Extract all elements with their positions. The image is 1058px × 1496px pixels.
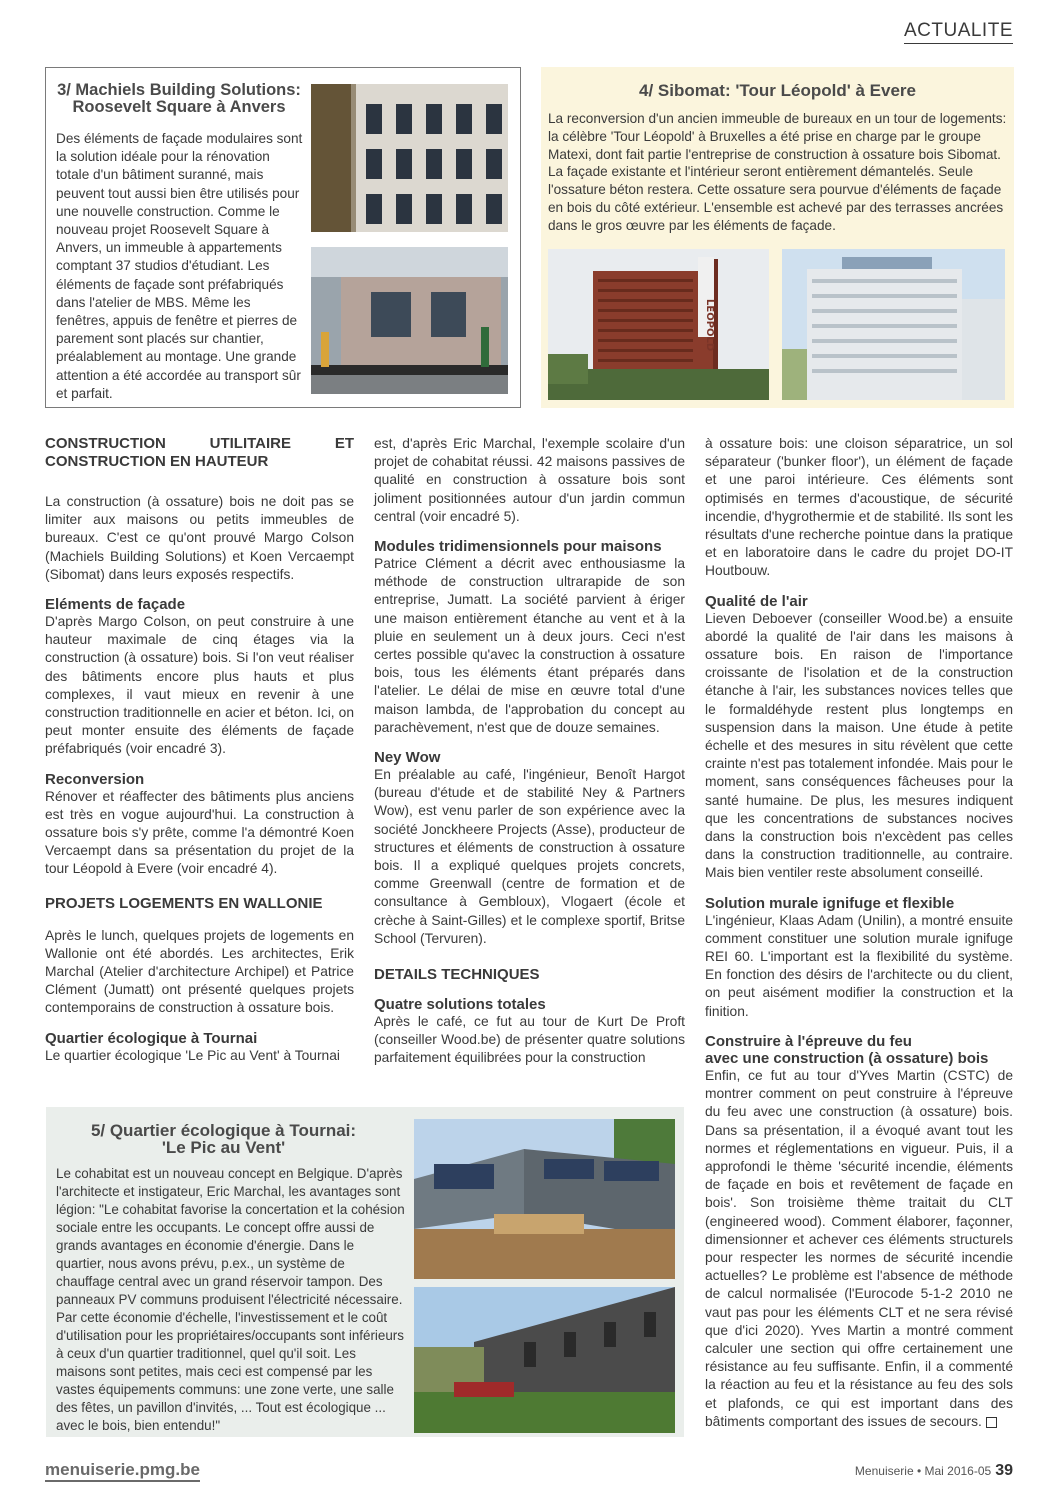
box5-title bbox=[46, 1122, 401, 1156]
paragraph-projets: Après le lunch, quelques projets de logements en Wallonie ont été abordés. Les architectes, Erik Marchal (Atelier d'architecture Archipel) et Patrice Clément (Jumatt) ont présenté quelques projets contemporains de construction à ossature bois. bbox=[45, 927, 354, 1016]
sidebar-box-4 bbox=[541, 67, 1014, 408]
heading-details: DETAILS TECHNIQUES bbox=[374, 966, 540, 984]
column-1 bbox=[45, 435, 354, 1077]
box4-title: 4/ Sibomat: 'Tour Léopold' à Evere bbox=[639, 81, 916, 100]
heading-feu-line1: Construire à l'épreuve du feu bbox=[705, 1032, 912, 1050]
paragraph-reconversion: Rénover et réaffecter des bâtiments plus anciens est très en vogue aujourd'hui. La construction à ossature bois s'y prête, comme l'a démontré Koen Vercaempt dans sa présentation du projet de la tour Léopold à Evere (voir encadré 4). bbox=[45, 788, 354, 877]
heading-projets: PROJETS LOGEMENTS EN WALLONIE bbox=[45, 894, 323, 912]
heading-solution: Solution murale ignifuge et flexible bbox=[705, 894, 955, 912]
box5-text: Le cohabitat est un nouveau concept en Belgique. D'après l'architecte et instigateur, Eric Marchal, les avantages sont légion: "Le cohabitat favorise la concertation et la cohésion sociale entre les occupants. Le concept offre aussi de grands avantages en économie d'énergie. Dans le quartier, nous avons prévu, p.ex., un système de chauffage central avec un grand réservoir tampon. Des panneaux PV communs produisent l'électricité nécessaire. Par cette économie d'échelle, l'investissement et le coût d'utilisation pour les propriétaires/occupants sont inférieurs à ceux d'un quartier traditionnel, quel qu'il soit. Les maisons sont petites, mais ceci est compensé par les vastes équipements communs: une zone verte, une salle des fêtes, un pavillon d'invités, ... Tout est écologique ... avec le bois, bien entendu!" bbox=[56, 1166, 405, 1433]
column-2 bbox=[374, 435, 685, 1080]
paragraph-intro: La construction (à ossature) bois ne doit pas se limiter aux maisons ou petits immeubles de bureaux. C'est ce qu'ont prouvé Margo Colson (Machiels Building Solutions) et Koen Vercaempt (Sibomat) dans leurs exposés respectifs. bbox=[45, 494, 354, 582]
heading-air: Qualité de l'air bbox=[705, 592, 808, 610]
paragraph-col2-cont: est, d'après Eric Marchal, l'exemple scolaire d'un projet de cohabitat réussi. 42 maisons passives de qualité en construction à ossature bois sont joliment positionnées autour d'un jardin commun central (voir encadré 5). bbox=[374, 436, 685, 524]
box3-building-photo bbox=[311, 84, 508, 232]
box5-title-line1: 5/ Quartier écologique à Tournai: bbox=[90, 1121, 357, 1140]
paragraph-col3-cont: à ossature bois: une cloison séparatrice, un sol séparateur ('bunker floor'), un élément de façade et une paroi intérieure. Ces éléments sont optimisés en termes d'acoustique, de sécurité incendie, d'hygrothermie et de stabilité. Ils sont les résultats d'une recherche pointue dans la pratique et en laboratoire dans le cadre du projet DO-IT Houtbouw. bbox=[705, 436, 1013, 579]
box4-tower-photo bbox=[548, 249, 769, 400]
column-3 bbox=[705, 435, 1013, 1431]
footer-website-link[interactable]: menuiserie.pmg.be bbox=[45, 1460, 200, 1482]
paragraph-elements: D'après Margo Colson, on peut construire à une hauteur maximale de cinq étages via la construction (à ossature) bois. Si l'on veut réaliser des bâtiments encore plus hauts et plus complexes, il vaut mieux en revenir à une construction traditionnelle en acier et béton. Ici, on peut monter ensuite des éléments de façade préfabriqués (voir encadré 3). bbox=[45, 614, 354, 757]
box5-houses-photo bbox=[414, 1287, 675, 1433]
heading-reconversion: Reconversion bbox=[45, 770, 145, 788]
paragraph-quartier: Le quartier écologique 'Le Pic au Vent' à Tournai bbox=[45, 1047, 340, 1063]
sidebar-box-3 bbox=[45, 67, 521, 408]
footer-issue bbox=[855, 1462, 1013, 1480]
heading-elements: Eléments de façade bbox=[45, 596, 186, 614]
paragraph-air: Lieven Deboever (conseiller Wood.be) a ensuite abordé la qualité de l'air dans les maisons à ossature bois. En raison de l'importance croissante de l'isolation et de la construction étanche à l'air, les substances novices telles que le formaldéhyde restent plus longtemps en suspension dans la maison. Une étude à petite échelle et des mesures in situ révèlent que cette crainte n'est pas totalement infondée. Mais pour le moment, sans conséquences fâcheuses pour la santé humaine. De plus, les mesures indiquent que les concentrations de substances nocives dans la construction bois n'excèdent pas celles dans la construction traditionnelle, au contraire. Mais bien ventiler reste absolument conseillé. bbox=[705, 610, 1013, 881]
footer-issue-text: Menuiserie • Mai 2016-05 bbox=[854, 1464, 992, 1478]
paragraph-solution: L'ingénieur, Klaas Adam (Unilin), a montré ensuite comment constituer une solution murale ignifuge REI 60. L'important est la flexibilité du système. En fonction des désirs de l'architecte ou du client, on peut aisément modifier la construction et la finition. bbox=[705, 912, 1013, 1019]
box3-prefab-module-photo bbox=[311, 247, 508, 394]
paragraph-ney: En préalable au café, l'ingénieur, Benoît Hargot (bureau d'étude et de stabilité Ney & Partners Wow), est venu parler de son expérience avec la société Jonckheere Projects (Asse), producteur de structures et éléments de construction à ossature bois. Il a expliqué quelques projets concrets, comme Greenwall (centre de formation et de consultance à Gembloux), Vlogaert (école et crèche à Saint-Gilles) et le complexe sportif, Britse School (Tervuren). bbox=[374, 767, 685, 946]
box3-title-line1: 3/ Machiels Building Solutions: bbox=[57, 81, 301, 99]
section-label: ACTUALITE bbox=[904, 20, 1013, 44]
box3-title bbox=[50, 82, 308, 116]
heading-quartier: Quartier écologique à Tournai bbox=[45, 1029, 258, 1047]
paragraph-quatre: Après le café, ce fut au tour de Kurt De Proft (conseiller Wood.be) de présenter quatre solutions parfaitement équilibrées pour la construction bbox=[374, 1014, 685, 1066]
page-number: 39 bbox=[995, 1462, 1013, 1479]
heading-modules: Modules tridimensionnels pour maisons bbox=[374, 538, 662, 556]
paragraph-modules: Patrice Clément a décrit avec enthousiasme la méthode de construction ultrarapide de son entreprise, Jumatt. La société parvient à ériger une maison entièrement étanche au vent et à la pluie en seulement un à deux jours. Ceci n'est certes possible qu'avec la construction à ossature bois, tous les éléments étant préparés dans l'atelier. Le délai de mise en œuvre total d'une maison lambda, de l'approbation du concept au parachèvement, n'est que de douze semaines. bbox=[374, 556, 685, 735]
paragraph-feu: Enfin, ce fut au tour d'Yves Martin (CSTC) de montrer comment on peut construire à l'épreuve du feu avec une construction (à ossature) bois. Dans sa présentation, il a évoqué avant tout les normes et réglementations en vigueur. Puis, il a approfondi le thème 'sécurité incendie, éléments de façade en bois et revêtement de façade en bois'. Son troisième thème traitait du CLT (engineered wood). Comment élaborer, façonner, dimensionner et achever ces éléments structurels pour respecter les normes de sécurité incendie actuelles? Le problème est l'absence de méthode de calcul normalisée (l'Eurocode 5-1-2 2010 ne vaut pas pour les éléments CLT et ne sera révisé que d'ici 2020). Yves Martin a montré comment calculer une section qui offre certainement une résistance au feu suffisante. Enfin, il a commenté la réaction au feu et la résistance au feu des sols et plafonds, ce qui est important dans des bâtiments comportant des issues de secours. bbox=[705, 1067, 1013, 1429]
sidebar-box-5 bbox=[46, 1107, 684, 1437]
box4-text: La reconversion d'un ancien immeuble de bureaux en un tour de logements: la célèbre 'Tour Léopold' à Bruxelles a été prise en charge par le groupe Matexi, dont fait partie l'entreprise de construction à ossature bois Sibomat. La façade existante et l'intérieur seront entièrement démantelés. Seule l'ossature béton restera. Cette ossature sera pourvue d'éléments de façade en bois du côté extérieur. L'ensemble est achevé par des terrasses ancrées dans le gros œuvre par les éléments de façade. bbox=[548, 111, 1007, 233]
heading-quatre: Quatre solutions totales bbox=[374, 996, 546, 1014]
end-of-article-icon bbox=[986, 1417, 997, 1428]
box5-title-line2: 'Le Pic au Vent' bbox=[161, 1138, 286, 1157]
tower-sign: LEOPOLD bbox=[704, 299, 715, 352]
box5-roofs-photo bbox=[414, 1119, 675, 1279]
heading-construction: CONSTRUCTION UTILITAIRE ET CONSTRUCTION EN HAUTEUR bbox=[45, 435, 354, 470]
heading-ney: Ney Wow bbox=[374, 749, 441, 767]
heading-feu-line2: avec une construction (à ossature) bois bbox=[705, 1049, 989, 1067]
box3-title-line2: Roosevelt Square à Anvers bbox=[72, 98, 286, 116]
box3-text: Des éléments de façade modulaires sont la solution idéale pour la rénovation totale d'un bâtiment suranné, mais peuvent tout aussi bien être utilisés pour une nouvelle construction. Comme le nouveau projet Roosevelt Square à Anvers, un immeuble à appartements comptant 37 studios d'étudiant. Les éléments de façade sont préfabriqués dans l'atelier de MBS. Même les fenêtres, appuis de fenêtre et pierres de parement sont placés sur chantier, préalablement au montage. Une grande attention a été accordée au transport sûr et parfait. bbox=[56, 131, 303, 401]
box4-rendering-photo bbox=[782, 249, 1005, 400]
